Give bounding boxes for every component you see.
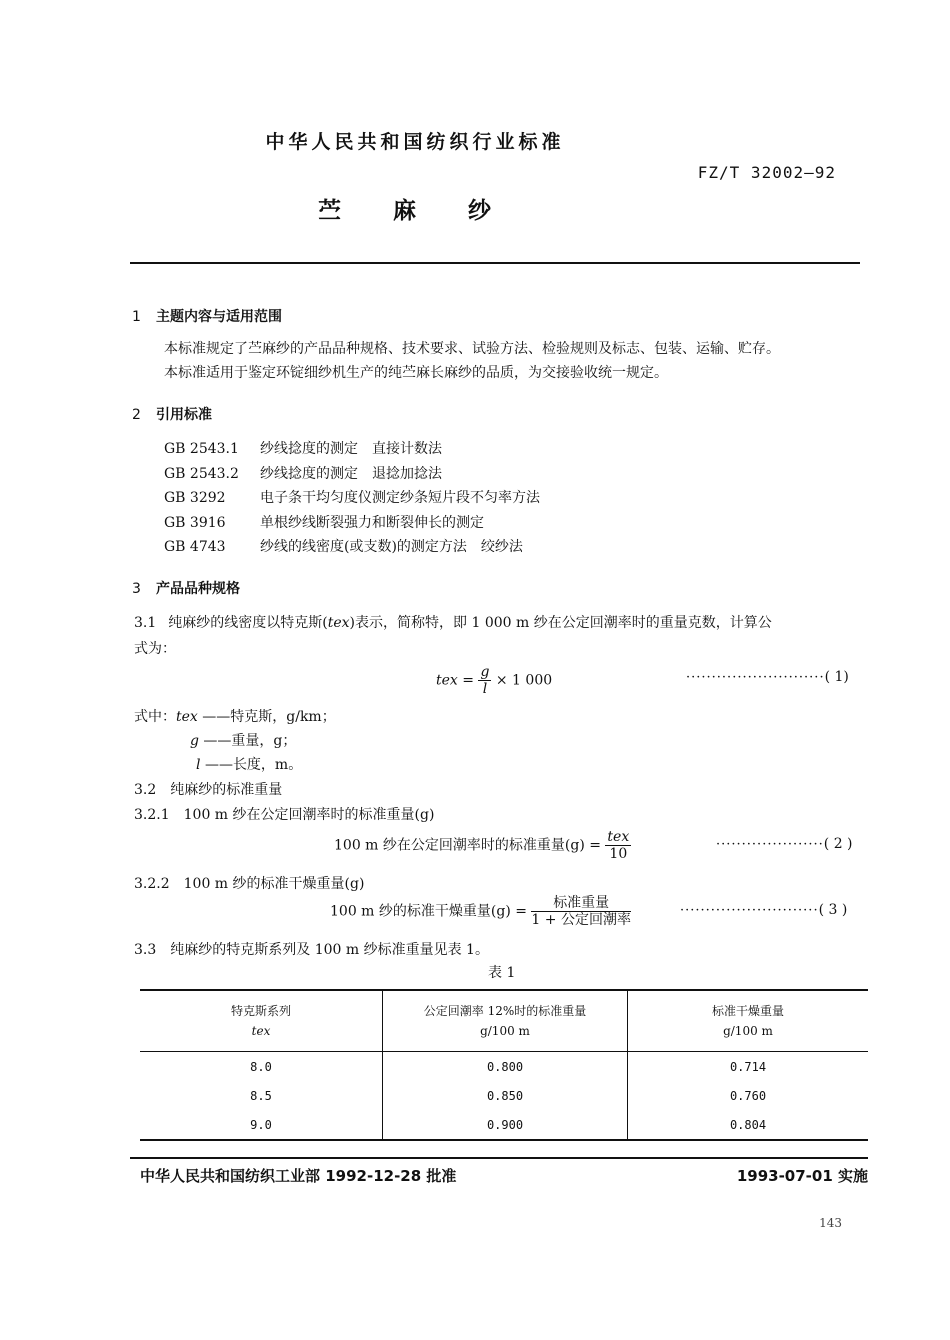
reference-title: 纱线的线密度(或支数)的测定方法 绞纱法 <box>260 539 523 555</box>
table-cell: 9.0 <box>250 1117 272 1132</box>
reference-title: 电子条干均匀度仪测定纱条短片段不匀率方法 <box>260 490 540 506</box>
table-cell: 0.760 <box>628 1081 869 1110</box>
formula-2 <box>334 829 631 862</box>
clause-text: 纯麻纱的线密度以特克斯( <box>168 615 328 631</box>
clause-text: )表示，简称特，即 1 000 m 纱在公定回潮率时的重量克数，计算公 <box>349 615 772 631</box>
reference-title: 单根纱线断裂强力和断裂伸长的测定 <box>260 514 484 531</box>
reference-code: GB 2543.1 <box>164 441 239 457</box>
table-1 <box>140 989 868 1141</box>
equals-sign: = <box>462 672 474 689</box>
formula-1-number: ···························( 1) <box>686 669 849 685</box>
equation-number: ( 1) <box>824 669 849 685</box>
table-cell: 0.850 <box>383 1081 628 1110</box>
clause-3-2-2 <box>134 872 364 896</box>
legend-symbol: tex <box>176 709 198 725</box>
reference-title: 纱线捻度的测定 退捻加捻法 <box>260 465 442 482</box>
formula-3 <box>330 895 631 928</box>
equation-number: ( 2 ) <box>823 836 853 852</box>
reference-list <box>164 437 540 560</box>
table-row <box>140 1110 868 1140</box>
section-title: 产品品种规格 <box>156 581 240 597</box>
reference-item <box>164 486 540 511</box>
fraction-numerator: 标准重量 <box>531 895 631 912</box>
fraction <box>478 664 491 697</box>
fraction <box>531 895 631 928</box>
clause-3-1-cont: 式为： <box>134 641 176 657</box>
header-line: 标准干燥重量 <box>711 1004 784 1018</box>
legend-row <box>134 705 336 729</box>
formula-rhs: × 1 000 <box>495 672 553 689</box>
section-2-heading <box>132 404 212 424</box>
reference-item <box>164 535 540 560</box>
formula-lhs: 100 m 纱在公定回潮率时的标准重量(g) = <box>334 837 601 854</box>
fraction <box>605 829 631 862</box>
approval-line: 中华人民共和国纺织工业部 1992-12-28 批准 <box>140 1167 457 1185</box>
legend-row <box>134 753 336 777</box>
formula-3-number: ···························( 3 ) <box>680 902 848 918</box>
section-1-para-2: 本标准适用于鉴定环锭细纱机生产的纯苎麻长麻纱的品质，为交接验收统一规定。 <box>164 365 668 381</box>
reference-title: 纱线捻度的测定 直接计数法 <box>260 441 442 457</box>
document-title <box>318 192 543 225</box>
section-1-heading <box>132 306 282 326</box>
clause-3-3 <box>134 938 489 962</box>
legend-symbol: g <box>190 733 199 749</box>
column-header <box>140 990 383 1052</box>
table-cell: 0.800 <box>383 1052 628 1082</box>
legend-desc: ——特克斯，g/km； <box>202 709 336 725</box>
legend-symbol: l <box>196 757 201 773</box>
table-caption: 表 1 <box>488 965 516 981</box>
table-cell: 0.714 <box>628 1052 869 1082</box>
section-number: 3 <box>132 581 141 597</box>
header-line: 公定回潮率 12%时的标准重量 <box>423 1004 587 1018</box>
effective-date: 1993-07-01 实施 <box>736 1167 868 1185</box>
reference-item <box>164 511 540 536</box>
title-char: 苎 <box>318 198 341 224</box>
header-unit: tex <box>251 1024 271 1038</box>
clause-text: 纯麻纱的特克斯系列及 100 m 纱标准重量见表 1。 <box>170 942 489 958</box>
table-cell: 0.900 <box>383 1110 628 1140</box>
section-title: 引用标准 <box>156 407 212 423</box>
header-unit: g/100 m <box>480 1024 530 1038</box>
section-title: 主题内容与适用范围 <box>156 309 282 325</box>
fraction-numerator: g <box>480 664 490 680</box>
table-cell: 8.5 <box>250 1088 272 1103</box>
table-cell: 0.804 <box>628 1110 869 1140</box>
standard-code: FZ/T 32002—92 <box>697 163 836 182</box>
tex-symbol: tex <box>327 615 350 631</box>
table-row <box>140 1052 868 1082</box>
clause-title: 纯麻纱的标准重量 <box>170 782 283 798</box>
legend-row <box>134 729 336 753</box>
clause-3-2-1 <box>134 803 434 827</box>
reference-item <box>164 437 540 462</box>
formula-lhs: tex <box>436 672 458 689</box>
fraction-denominator: 1 + 公定回潮率 <box>531 912 631 928</box>
table-row <box>140 1081 868 1110</box>
clause-3-2 <box>134 778 282 802</box>
reference-code: GB 3292 <box>164 490 226 506</box>
legend-desc: ——重量，g； <box>203 733 297 749</box>
formula-1 <box>436 664 552 697</box>
column-header <box>628 990 869 1052</box>
section-number: 2 <box>132 407 141 423</box>
legend-lead: 式中： <box>134 709 176 725</box>
table-header-row <box>140 990 868 1052</box>
footer-rule <box>130 1157 868 1159</box>
reference-item <box>164 462 540 487</box>
formula-2-number: ·····················( 2 ) <box>716 836 853 852</box>
clause-number: 3.1 <box>134 615 157 631</box>
issuing-authority: 中华人民共和国纺织行业标准 <box>265 131 565 153</box>
clause-title: 100 m 纱的标准干燥重量(g) <box>183 876 365 892</box>
fraction-denominator: l <box>482 681 488 697</box>
column-header <box>383 990 628 1052</box>
clause-number: 3.2.2 <box>134 876 170 892</box>
section-1-para-1: 本标准规定了苎麻纱的产品品种规格、技术要求、试验方法、检验规则及标志、包装、运输、贮存。 <box>164 341 780 357</box>
section-number: 1 <box>132 309 141 325</box>
header-line: 特克斯系列 <box>230 1004 291 1018</box>
fraction-numerator: tex <box>607 829 630 845</box>
reference-code: GB 3916 <box>164 514 226 531</box>
reference-code: GB 4743 <box>164 539 226 555</box>
title-char: 纱 <box>468 198 491 224</box>
title-char: 麻 <box>393 198 416 224</box>
fraction-denominator: 10 <box>609 846 628 862</box>
header-rule <box>130 262 860 264</box>
clause-number: 3.3 <box>134 942 157 958</box>
table-cell: 8.0 <box>250 1059 272 1074</box>
formula-lhs: 100 m 纱的标准干燥重量(g) = <box>330 903 527 920</box>
section-3-heading <box>132 578 240 598</box>
clause-title: 100 m 纱在公定回潮率时的标准重量(g) <box>183 807 435 823</box>
legend-desc: ——长度，m。 <box>204 757 303 773</box>
clause-number: 3.2 <box>134 782 157 798</box>
formula-legend <box>134 705 336 777</box>
header-unit: g/100 m <box>723 1024 773 1038</box>
reference-code: GB 2543.2 <box>164 465 239 482</box>
clause-3-1 <box>134 611 864 635</box>
clause-number: 3.2.1 <box>134 807 170 823</box>
page-number: 143 <box>819 1216 842 1230</box>
equation-number: ( 3 ) <box>818 902 848 918</box>
